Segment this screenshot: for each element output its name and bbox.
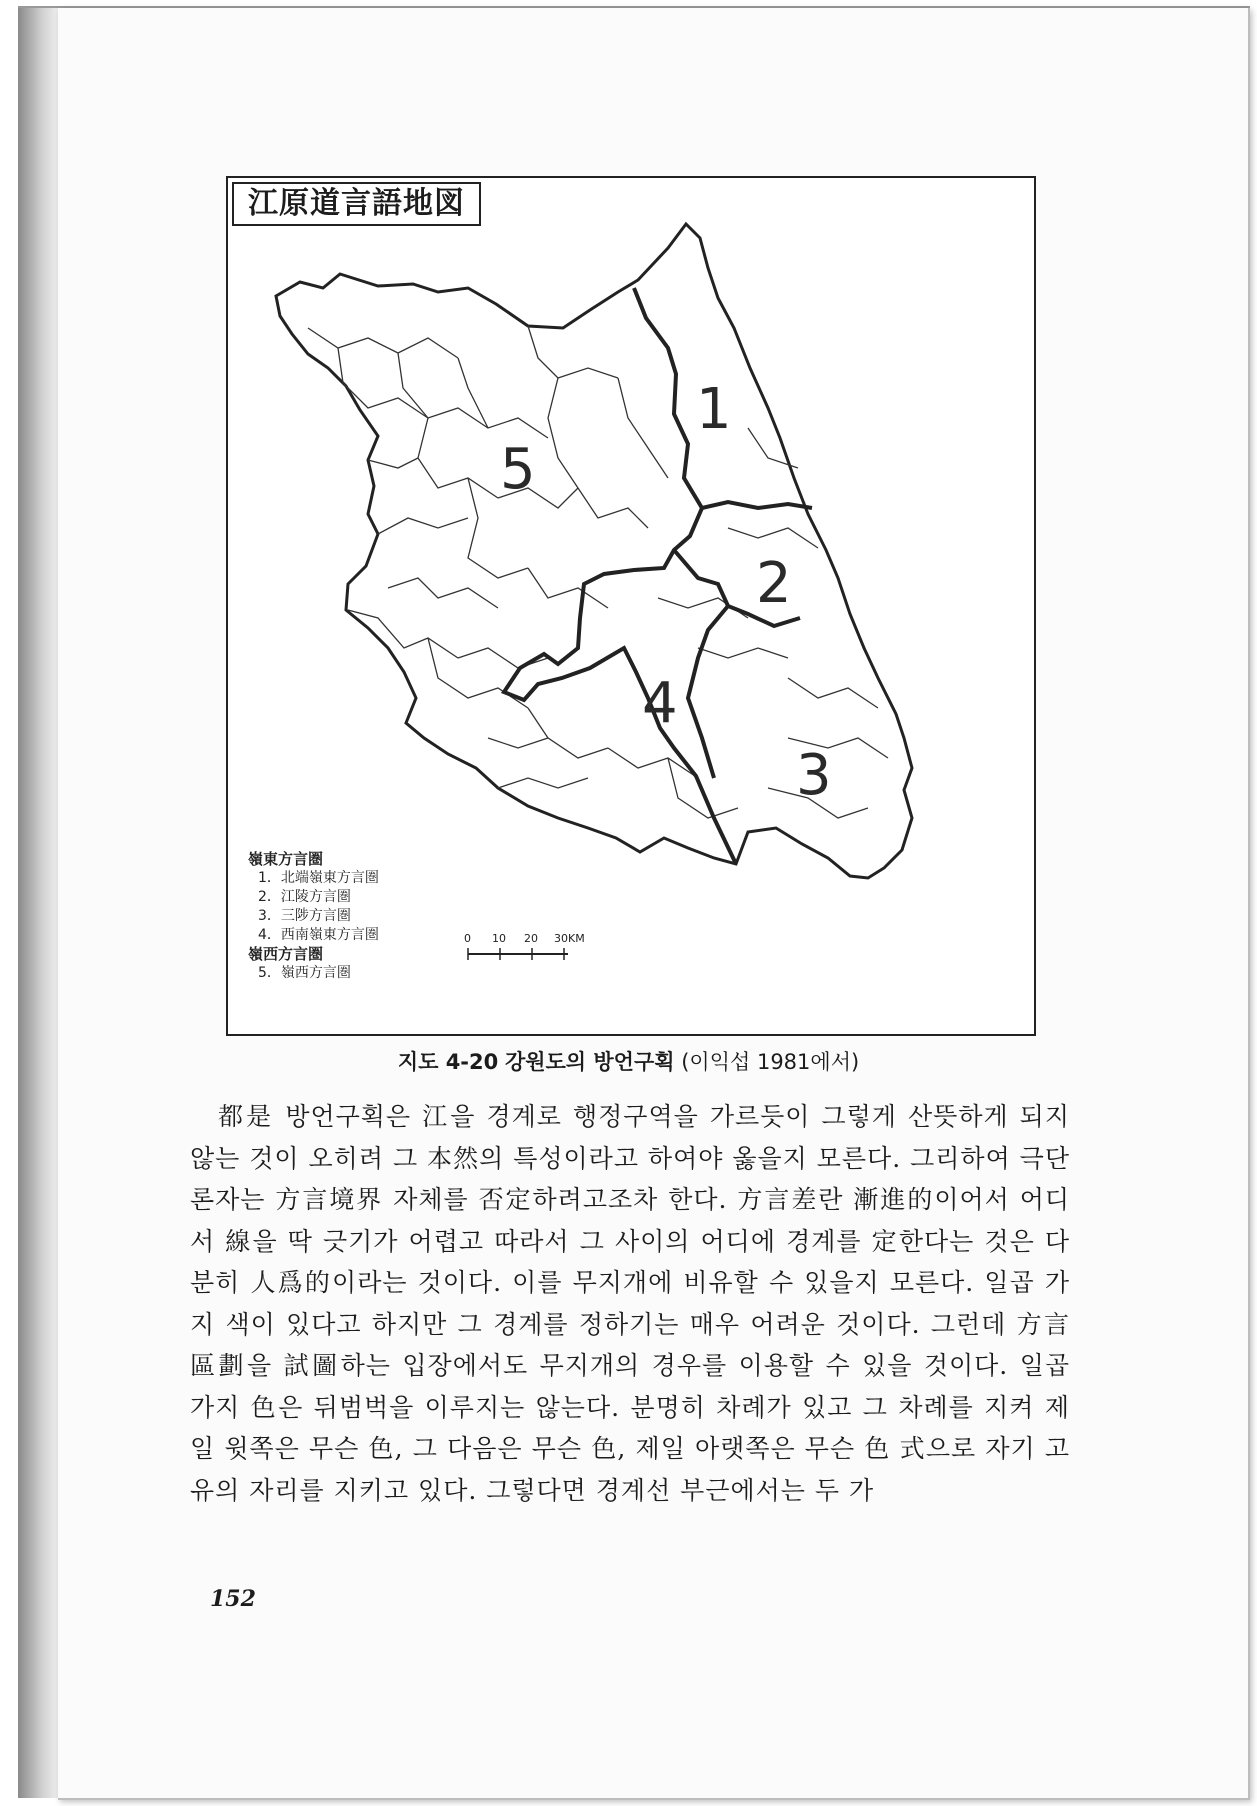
body-text bbox=[190, 1096, 1070, 1511]
legend-item: 2．江陵方言圏 bbox=[258, 889, 351, 905]
region-label-3: 3 bbox=[796, 743, 832, 808]
map-title: 江原道言語地図 bbox=[232, 182, 481, 226]
region-label-2: 2 bbox=[756, 551, 792, 616]
caption-text: 강원도의 방언구획 bbox=[504, 1050, 675, 1074]
legend-item: 1．北端嶺東方言圏 bbox=[258, 870, 379, 886]
region-label-4: 4 bbox=[642, 671, 678, 736]
scale-bar bbox=[464, 932, 585, 960]
region-label-1: 1 bbox=[696, 377, 732, 442]
map-caption bbox=[0, 1046, 1257, 1076]
scale-tick-0: 0 bbox=[464, 932, 471, 945]
scale-tick-30: 30KM bbox=[554, 932, 585, 945]
legend-group-2: 嶺西方言圏 bbox=[248, 945, 324, 963]
page-number: 152 bbox=[210, 1586, 256, 1612]
region-label-5: 5 bbox=[500, 437, 536, 502]
book-spine bbox=[18, 8, 59, 1798]
legend-group-1: 嶺東方言圏 bbox=[248, 850, 324, 868]
legend-item: 4．西南嶺東方言圏 bbox=[258, 927, 379, 943]
body-paragraph: 都是 방언구획은 江을 경계로 행정구역을 가르듯이 그렇게 산뜻하게 되지 않는 것이 오히려 그 本然의 특성이라고 하여야 옳을지 모른다. 그리하여 극단론자는 方言境界 자체를 否定하려고조차 한다. 方言差란 漸進的이어서 어디서 線을 딱 긋기가 어렵고 따라서 그 사이의 어디에 경계를 定한다는 것은 다분히 人爲的이라는 것이다. 이를 무지개에 비유할 수 있을지 모른다. 일곱 가지 색이 있다고 하지만 그 경계를 정하기는 매우 어려운 것이다. 그런데 方言區劃을 試圖하는 입장에서도 무지개의 경우를 이용할 수 있을 것이다. 일곱 가지 色은 뒤범벅을 이루지는 않는다. 분명히 차례가 있고 그 차례를 지켜 제일 윗쪽은 무슨 色, 그 다음은 무슨 色, 제일 아랫쪽은 무슨 色 式으로 자기 고유의 자리를 지키고 있다. 그렇다면 경계선 부근에서는 두 가 bbox=[190, 1102, 1070, 1505]
map-legend bbox=[248, 850, 379, 983]
caption-source: (이익섭 1981에서) bbox=[681, 1050, 860, 1074]
caption-label: 지도 4-20 bbox=[397, 1050, 499, 1074]
scale-tick-20: 20 bbox=[524, 932, 538, 945]
dialect-map bbox=[226, 176, 1036, 1036]
legend-item: 3．三陟方言圏 bbox=[258, 908, 351, 924]
legend-item: 5．嶺西方言圏 bbox=[258, 965, 351, 981]
scale-tick-10: 10 bbox=[492, 932, 506, 945]
